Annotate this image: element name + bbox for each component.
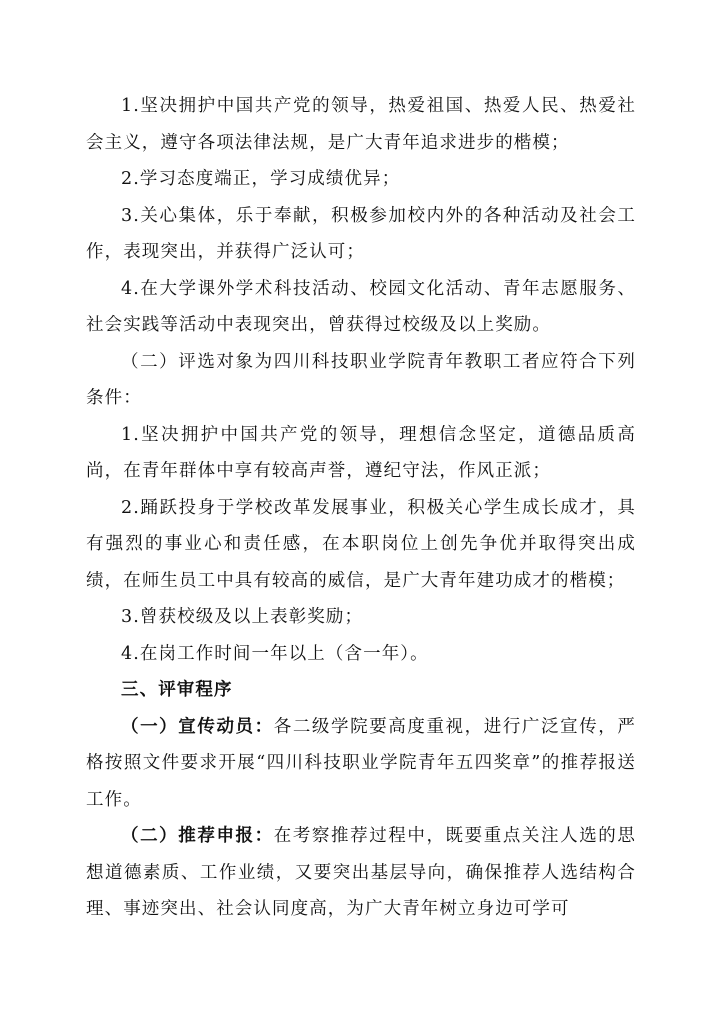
step-two-label: （二）推荐申报： <box>121 826 274 846</box>
youth-condition-1: 1.坚决拥护中国共产党的领导，热爱祖国、热爱人民、热爱社会主义，遵守各项法律法规，是广大青年追求进步的楷模； <box>86 96 636 153</box>
staff-condition-3: 3.曾获校级及以上表彰奖励； <box>121 607 364 627</box>
section-three-title: 三、评审程序 <box>121 680 233 700</box>
youth-condition-4: 4.在大学课外学术科技活动、校园文化活动、青年志愿服务、社会实践等活动中表现突出，曾获得过校级及以上奖励。 <box>86 278 636 335</box>
staff-condition-2: 2.踊跃投身于学校改革发展事业，积极关心学生成长成才，具有强烈的事业心和责任感，在本职岗位上创先争优并取得突出成绩，在师生员工中具有较高的威信，是广大青年建功成才的楷模； <box>86 497 636 591</box>
step-two-paragraph <box>86 818 636 928</box>
step-one-label: （一）宣传动员： <box>121 716 274 737</box>
youth-condition-3: 3.关心集体，乐于奉献，积极参加校内外的各种活动及社会工作，表现突出，并获得广泛认可； <box>86 205 636 262</box>
step-one-paragraph <box>86 709 636 819</box>
step-one-text: 各二级学院要高度重视，进行广泛宣传，严格按照文件要求开展“四川科技职业学院青年五四奖章”的推荐报送工作。 <box>86 716 637 810</box>
staff-criteria-heading: （二）评选对象为四川科技职业学院青年教职工者应符合下列条件： <box>86 351 636 408</box>
staff-condition-4: 4.在岗工作时间一年以上（含一年）。 <box>121 643 429 664</box>
staff-condition-1: 1.坚决拥护中国共产党的领导，理想信念坚定，道德品质高尚，在青年群体中享有较高声誉，遵纪守法，作风正派； <box>86 424 636 481</box>
step-two-text: 在考察推荐过程中，既要重点关注人选的思想道德素质、工作业绩，又要突出基层导向，确保推荐人选结构合理、事迹突出、社会认同度高，为广大青年树立身边可学可 <box>86 826 636 919</box>
document-page <box>86 88 636 928</box>
youth-condition-2: 2.学习态度端正，学习成绩优异； <box>121 169 401 189</box>
